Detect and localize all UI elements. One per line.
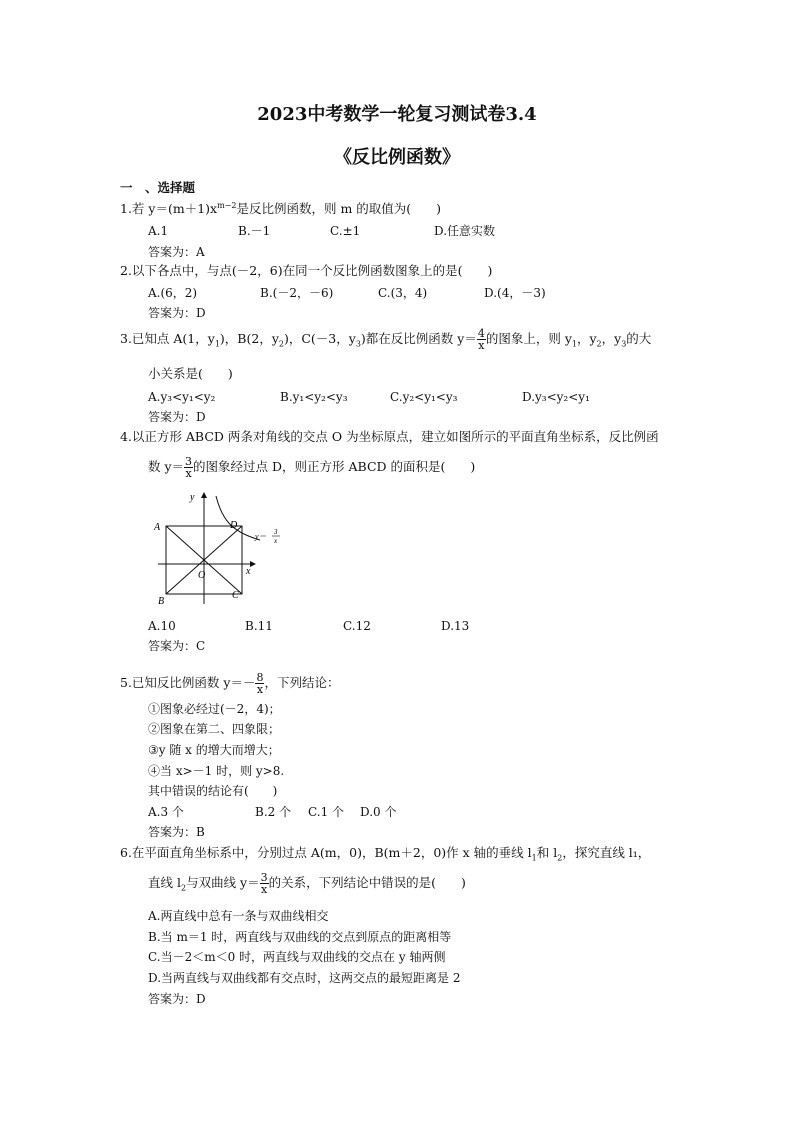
q4-option-d: D.13 (441, 619, 470, 633)
q2-option-c: C.(3，4) (378, 286, 428, 300)
curve-label-den: x (274, 537, 278, 545)
q3-option-c: C.y₂<y₁<y₃ (390, 390, 458, 404)
hyperbola-curve (216, 496, 260, 540)
label-c: C (232, 590, 239, 601)
q6-option-c: C.当－2＜m＜0 时，两直线与双曲线的交点在 y 轴两侧 (148, 950, 446, 964)
page-title: 2023中考数学一轮复习测试卷3.4 (257, 104, 537, 125)
q5-option-c: C.1 个 (308, 805, 345, 819)
q2-option-b: B.(－2，－6) (260, 286, 334, 300)
section-heading: 一 、选择题 (120, 180, 196, 195)
page-subtitle: 《反比例函数》 (334, 147, 460, 168)
fraction: $\frac{3}{x}$ (260, 871, 268, 896)
q1-option-c: C.±1 (330, 224, 361, 238)
q5-option-a: A.3 个 (148, 805, 184, 819)
q4-option-b: B.11 (245, 619, 273, 633)
q5-statement: ②图象在第二、四象限； (148, 722, 281, 736)
q2-option-d: D.(4，－3) (484, 286, 546, 300)
q6-stem-line2: 直线 $l_2$与双曲线 y＝ $\frac{3}{x}$ 的关系，下列结论中错误的是( ) (148, 871, 466, 896)
q6-option-d: D.当两直线与双曲线都有交点时，这两交点的最短距离是 2 (148, 971, 461, 985)
label-y: y (190, 492, 195, 503)
fraction: $\frac{3}{x}$ (185, 455, 193, 480)
q3-stem: 3.已知点 A(1，$y_1$)，B(2，$y_2$)，C(－3，$y_3$)都在反比例函数 y＝ $\frac{4}{x}$ 的图象上，则 $y_1$，$y_2$，$y_3$的大 (120, 327, 652, 352)
q5-stem: 5.已知反比例函数 y＝－ $\frac{8}{x}$ ，下列结论： (120, 671, 340, 696)
curve-label-num: 3 (274, 528, 278, 536)
label-b: B (158, 596, 165, 607)
q4-option-a: A.10 (148, 619, 176, 633)
q1-option-d: D.任意实数 (434, 224, 496, 238)
label-o: O (198, 570, 206, 581)
q3-answer: 答案为：D (148, 410, 206, 424)
label-a: A (154, 522, 161, 533)
q6-answer: 答案为：D (148, 992, 206, 1006)
q5-option-d: D.0 个 (360, 805, 397, 819)
q5-statement: ③y 随 x 的增大而增大； (148, 743, 280, 757)
q5-answer: 答案为：B (148, 825, 205, 839)
q4-answer: 答案为：C (148, 639, 206, 653)
q4-option-c: C.12 (343, 619, 371, 633)
square-figure (150, 490, 290, 610)
y-axis-arrow (201, 492, 207, 498)
q5-prompt: 其中错误的结论有( ) (148, 784, 278, 798)
q2-answer: 答案为：D (148, 306, 206, 320)
q6-stem: 6.在平面直角坐标系中，分别过点 A(m，0)，B(m＋2，0)作 x 轴的垂线 $l_1$和 $l_2$，探究直线 l₁， (120, 845, 651, 863)
q3-option-d: D.y₃<y₂<y₁ (522, 390, 590, 404)
q3-stem-line2: 小关系是( ) (148, 366, 233, 381)
q1-option-a: A.1 (148, 224, 169, 238)
q5-option-b: B.2 个 (255, 805, 292, 819)
fraction: $\frac{4}{x}$ (477, 327, 485, 352)
q5-statement: ①图象必经过(－2，4)； (148, 702, 281, 716)
label-x: x (246, 566, 251, 577)
q4-stem-line2: 数 y＝ $\frac{3}{x}$ 的图象经过点 D，则正方形 ABCD 的面积是( ) (148, 455, 476, 480)
q5-statement: ④当 x>－1 时，则 y>8. (148, 764, 285, 778)
q6-option-a: A.两直线中总有一条与双曲线相交 (148, 909, 329, 923)
q2-option-a: A.(6，2) (148, 286, 198, 300)
x-axis-arrow (250, 561, 256, 567)
q6-option-b: B.当 m＝1 时，两直线与双曲线的交点到原点的距离相等 (148, 930, 452, 944)
q1-option-b: B.－1 (238, 224, 271, 238)
q2-stem: 2.以下各点中，与点(－2，6)在同一个反比例函数图象上的是( ) (120, 263, 493, 278)
q3-option-b: B.y₁<y₂<y₃ (280, 390, 348, 404)
q4-stem: 4.以正方形 ABCD 两条对角线的交点 O 为坐标原点，建立如图所示的平面直角坐标系，反比例函 (120, 429, 659, 444)
q3-option-a: A.y₃<y₁<y₂ (148, 390, 216, 404)
q1-answer: 答案为：A (148, 245, 205, 259)
label-d: D (230, 520, 238, 531)
curve-label-prefix: y＝ (255, 532, 267, 541)
fraction: $\frac{8}{x}$ (256, 671, 264, 696)
q1-stem: 1.若 $y=(m+1)x^{m-2}$是反比例函数，则 m 的取值为( ) (120, 201, 442, 217)
